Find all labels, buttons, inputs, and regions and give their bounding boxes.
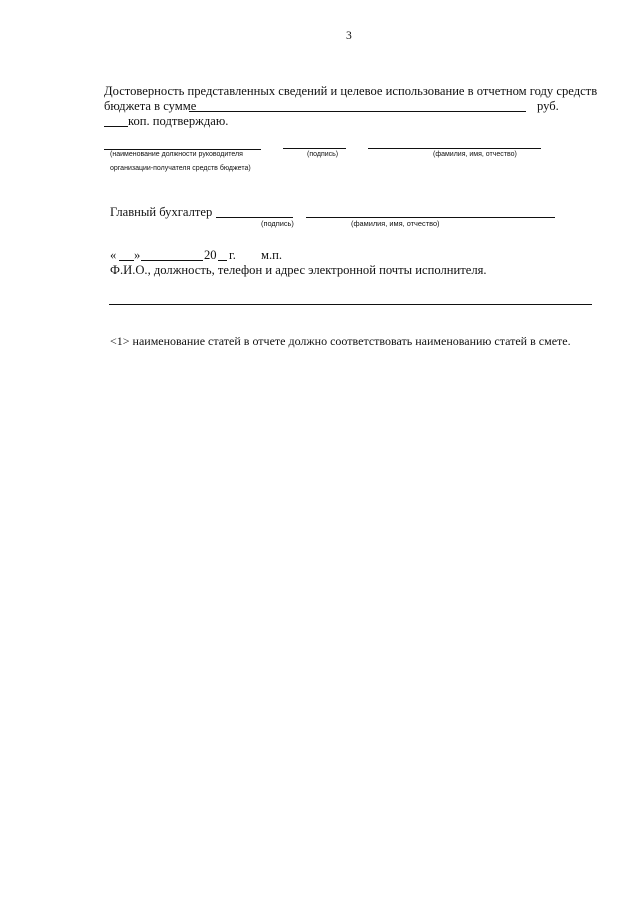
date-close-quote: » <box>134 248 141 262</box>
date-open-quote: « <box>110 248 117 262</box>
date-year-suffix: г. <box>229 248 236 262</box>
confirmation-line-3: коп. подтверждаю. <box>128 114 229 128</box>
amount-kop-blank <box>104 126 128 127</box>
currency-rub: руб. <box>537 99 559 113</box>
head-position-caption-1: (наименование должности руководителя <box>110 151 243 158</box>
date-day-blank <box>119 260 134 261</box>
accountant-signature-caption: (подпись) <box>261 219 294 228</box>
head-position-blank <box>104 149 261 150</box>
amount-rub-blank <box>189 111 526 112</box>
stamp-place: м.п. <box>261 248 283 262</box>
date-year-blank <box>218 260 227 261</box>
head-signature-blank <box>283 148 346 149</box>
head-signature-caption: (подпись) <box>307 151 339 158</box>
accountant-name-caption: (фамилия, имя, отчество) <box>351 219 440 228</box>
page-number: 3 <box>346 29 352 42</box>
date-month-blank <box>141 260 203 261</box>
date-year-prefix: 20 <box>204 248 217 262</box>
head-name-blank <box>368 148 541 149</box>
executor-blank <box>109 304 592 305</box>
confirmation-line-2-prefix: бюджета в сумме <box>104 99 197 113</box>
executor-label: Ф.И.О., должность, телефон и адрес электронной почты исполнителя. <box>110 263 487 277</box>
accountant-signature-blank <box>216 217 293 218</box>
accountant-name-blank <box>306 217 555 218</box>
head-position-caption-2: организации-получателя средств бюджета) <box>110 165 251 172</box>
head-name-caption: (фамилия, имя, отчество) <box>433 151 517 158</box>
accountant-label: Главный бухгалтер <box>110 205 213 219</box>
footnote-text: <1> наименование статей в отчете должно соответствовать наименованию статей в смете. <box>110 334 571 348</box>
confirmation-line-1: Достоверность представленных сведений и целевое использование в отчетном году средств <box>104 84 598 98</box>
